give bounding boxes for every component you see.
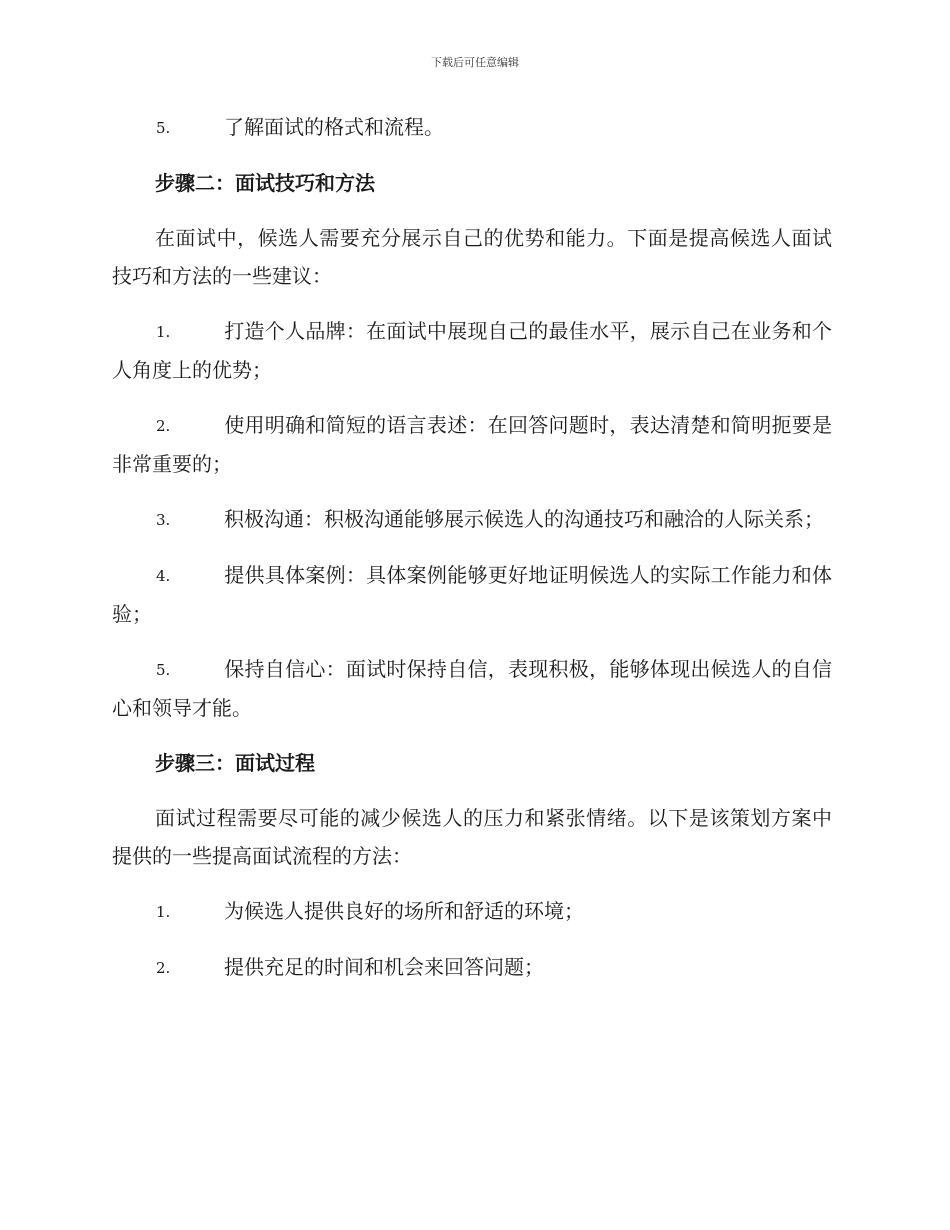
list-item [112,406,832,483]
list-item-text: 为候选人提供良好的场所和舒适的环境； [224,899,584,923]
list-item-number: 5. [156,119,171,137]
list-item-text: 积极沟通：积极沟通能够展示候选人的沟通技巧和融洽的人际关系； [224,507,824,531]
list-item [112,948,832,987]
list-item-text: 使用明确和简短的语言表述：在回答问题时，表达清楚和简明扼要是非常重要的； [112,413,832,476]
list-item-text: 打造个人品牌：在面试中展现自己的最佳水平，展示自己在业务和个人角度上的优势； [112,319,832,382]
list-item-number: 2. [156,417,171,435]
list-item [112,500,832,539]
list-item-text: 提供充足的时间和机会来回答问题； [224,955,544,979]
list-item [112,556,832,633]
list-item-number: 5. [156,661,171,679]
document-body [112,108,832,1004]
section-heading: 步骤三：面试过程 [155,751,315,775]
list-item [112,312,832,389]
page-header-note: 下载后可任意编辑 [431,56,519,69]
list-item [112,892,832,931]
list-item-number: 1. [156,903,171,921]
list-item-number: 1. [156,323,171,341]
list-item-number: 2. [156,959,171,977]
list-item-text: 保持自信心：面试时保持自信，表现积极，能够体现出候选人的自信心和领导才能。 [112,657,832,720]
paragraph: 面试过程需要尽可能的减少候选人的压力和紧张情绪。以下是该策划方案中提供的一些提高面试流程的方法： [112,806,832,868]
list-item-text: 了解面试的格式和流程。 [224,115,444,139]
list-item-number: 3. [156,511,171,529]
list-item [112,650,832,727]
section-heading: 步骤二：面试技巧和方法 [155,171,375,195]
list-item-number: 4. [156,567,171,585]
list-item-text: 提供具体案例：具体案例能够更好地证明候选人的实际工作能力和体验； [112,563,832,626]
list-item [112,108,832,147]
paragraph: 在面试中，候选人需要充分展示自己的优势和能力。下面是提高候选人面试技巧和方法的一些建议： [112,226,832,288]
